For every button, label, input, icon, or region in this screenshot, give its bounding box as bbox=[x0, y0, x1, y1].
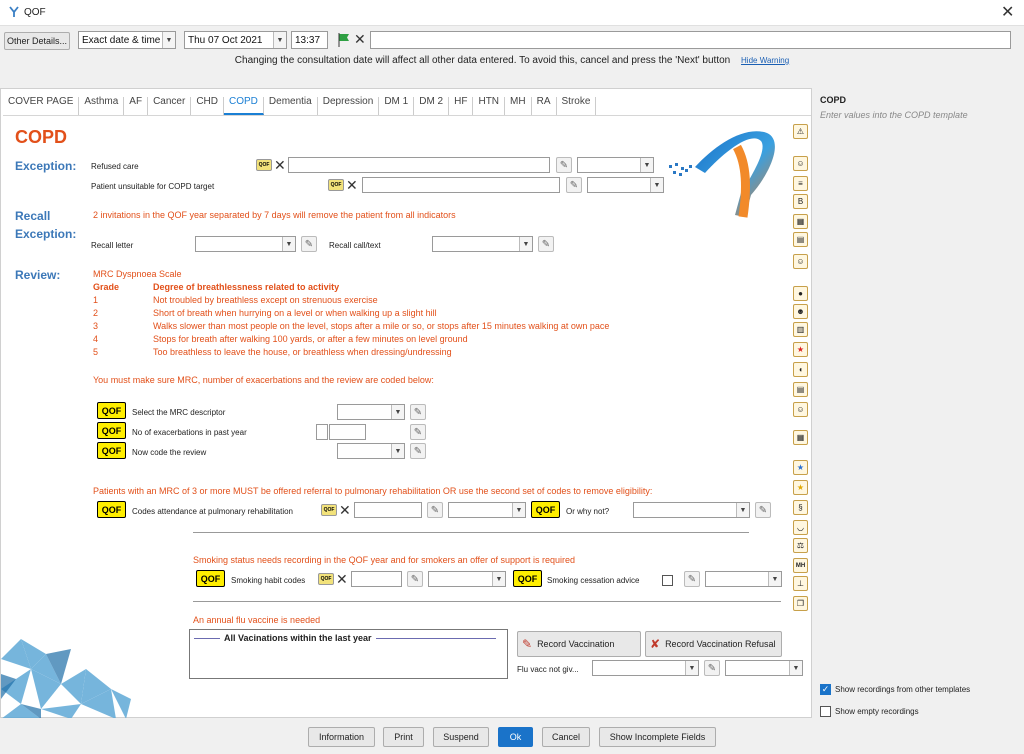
recall-info: 2 invitations in the QOF year separated by 7 days will remove the patient from all indicators bbox=[93, 210, 456, 220]
blue-star-icon[interactable]: ★ bbox=[793, 460, 808, 475]
gold-star-icon[interactable]: ★ bbox=[793, 480, 808, 495]
tab-dm-2[interactable]: DM 2 bbox=[414, 97, 449, 115]
show-empty-checkbox[interactable] bbox=[820, 706, 831, 717]
flu-not-given-select-2[interactable] bbox=[725, 660, 803, 676]
hide-warning-link[interactable]: Hide Warning bbox=[741, 56, 790, 65]
print-button[interactable]: Print bbox=[383, 727, 424, 747]
ok-button[interactable]: Ok bbox=[498, 727, 533, 747]
tab-copd[interactable]: COPD bbox=[224, 97, 264, 115]
recall-call-select[interactable] bbox=[432, 236, 533, 252]
tab-stroke[interactable]: Stroke bbox=[557, 97, 597, 115]
qof-badge: QOF bbox=[97, 442, 126, 459]
record-vaccination-button[interactable] bbox=[517, 631, 641, 657]
chevron-down-icon: ▼ bbox=[391, 405, 404, 419]
vaccinations-box bbox=[189, 629, 508, 679]
decorative-triangles bbox=[1, 629, 131, 719]
date-value: Thu 07 Oct 2021 bbox=[188, 34, 263, 46]
date-mode-select[interactable] bbox=[78, 31, 176, 49]
thermometer-icon[interactable]: ⊥ bbox=[793, 576, 808, 591]
chevron-down-icon: ▼ bbox=[789, 661, 802, 675]
grade-header: Grade bbox=[93, 282, 120, 292]
suspend-button[interactable]: Suspend bbox=[433, 727, 489, 747]
qof-badge: QOF bbox=[318, 573, 334, 585]
qof-badge: QOF bbox=[97, 501, 126, 518]
chevron-down-icon: ▼ bbox=[640, 158, 653, 172]
refused-care-input[interactable] bbox=[288, 157, 550, 173]
pencil-icon[interactable]: ✎ bbox=[755, 502, 771, 518]
capsule-icon[interactable]: ◖ bbox=[793, 362, 808, 377]
copy-icon[interactable]: ❐ bbox=[793, 596, 808, 611]
template-icon-bar bbox=[791, 118, 811, 628]
mortar-icon[interactable]: ◡ bbox=[793, 520, 808, 535]
pencil-icon[interactable]: ✎ bbox=[556, 157, 572, 173]
tab-depression[interactable]: Depression bbox=[318, 97, 380, 115]
calendar-icon[interactable]: ▦ bbox=[793, 214, 808, 229]
rehab-info: Patients with an MRC of 3 or more MUST be offered referral to pulmonary rehabilitation OR use the second set of codes to remove eligibility: bbox=[93, 486, 653, 496]
exacerbations-input[interactable] bbox=[329, 424, 366, 440]
exacerbations-prefix[interactable] bbox=[316, 424, 328, 440]
rehab-attendance-select[interactable] bbox=[448, 502, 526, 518]
right-panel bbox=[812, 88, 1024, 718]
grade-description: Not troubled by breathless except on strenuous exercise bbox=[153, 295, 378, 305]
qof-badge: QOF bbox=[97, 402, 126, 419]
show-other-label: Show recordings from other templates bbox=[835, 685, 971, 694]
pencil-icon[interactable]: ✎ bbox=[301, 236, 317, 252]
date-warning bbox=[0, 55, 1024, 66]
chevron-down-icon: ▼ bbox=[273, 32, 286, 48]
mrc-scale-title: MRC Dyspnoea Scale bbox=[93, 269, 182, 279]
chevron-down-icon: ▼ bbox=[650, 178, 663, 192]
divider bbox=[193, 601, 781, 602]
clipboard-icon[interactable]: ▤ bbox=[793, 382, 808, 397]
tab-cancer[interactable]: Cancer bbox=[148, 97, 191, 115]
tab-dementia[interactable]: Dementia bbox=[264, 97, 318, 115]
review-heading: Review: bbox=[15, 268, 61, 282]
close-icon[interactable]: ✕ bbox=[1001, 4, 1015, 21]
record-vaccination-label: Record Vaccination bbox=[537, 639, 615, 649]
tab-asthma[interactable]: Asthma bbox=[79, 97, 124, 115]
scales-icon[interactable]: ⚖ bbox=[793, 538, 808, 553]
qof-badge: QOF bbox=[97, 422, 126, 439]
clear-rehab-icon[interactable]: ✕ bbox=[339, 502, 351, 518]
person-icon[interactable]: ☺ bbox=[793, 156, 808, 171]
mh-icon[interactable]: MH bbox=[793, 558, 808, 573]
refused-care-label: Refused care bbox=[91, 162, 139, 171]
date-select[interactable] bbox=[184, 31, 287, 49]
cessation-label: Smoking cessation advice bbox=[547, 576, 640, 585]
smoking-info: Smoking status needs recording in the QOF year and for smokers an offer of support is required bbox=[193, 555, 576, 565]
grade-description: Too breathless to leave the house, or breathless when dressing/undressing bbox=[153, 347, 452, 357]
pencil-icon[interactable]: ✎ bbox=[410, 424, 426, 440]
right-panel-subtitle: Enter values into the COPD template bbox=[820, 110, 968, 120]
chevron-down-icon: ▼ bbox=[512, 503, 525, 517]
tab-mh[interactable]: MH bbox=[505, 97, 532, 115]
tab-htn[interactable]: HTN bbox=[473, 97, 505, 115]
calculator-icon[interactable]: ▦ bbox=[793, 430, 808, 445]
cessation-select[interactable] bbox=[705, 571, 782, 587]
record-refusal-button[interactable] bbox=[645, 631, 782, 657]
flu-not-given-select[interactable] bbox=[592, 660, 699, 676]
time-field[interactable] bbox=[291, 31, 328, 49]
copd-ribbon-logo bbox=[665, 125, 783, 221]
select-mrc-label: Select the MRC descriptor bbox=[132, 408, 226, 417]
clear-smoking-icon[interactable]: ✕ bbox=[336, 571, 348, 587]
cancel-button[interactable]: Cancel bbox=[542, 727, 590, 747]
vacc-box-title: All Vacinations within the last year bbox=[220, 633, 376, 643]
chevron-down-icon: ▼ bbox=[492, 572, 505, 586]
review-code-select[interactable] bbox=[337, 443, 405, 459]
grade-number: 2 bbox=[93, 308, 99, 318]
bmi-icon[interactable]: B bbox=[793, 194, 808, 209]
warning-text: Changing the consultation date will affect all other data entered. To avoid this, cancel and press the 'Next' button bbox=[234, 55, 731, 66]
smoking-habit-select[interactable] bbox=[428, 571, 506, 587]
tab-cover-page[interactable]: COVER PAGE bbox=[3, 97, 79, 115]
green-flag-icon[interactable] bbox=[338, 33, 350, 47]
code-review-label: Now code the review bbox=[132, 448, 207, 457]
exacerbations-label: No of exacerbations in past year bbox=[132, 428, 247, 437]
rehab-attendance-input[interactable] bbox=[354, 502, 422, 518]
why-not-select[interactable] bbox=[633, 502, 750, 518]
information-button[interactable]: Information bbox=[308, 727, 375, 747]
recall-call-label: Recall call/text bbox=[329, 241, 381, 250]
qof-badge: QOF bbox=[196, 570, 225, 587]
pencil-icon[interactable]: ✎ bbox=[410, 404, 426, 420]
show-empty-label: Show empty recordings bbox=[835, 707, 919, 716]
people-icon[interactable]: ☻ bbox=[793, 304, 808, 319]
syringe-icon: ✎ bbox=[522, 637, 533, 651]
smoking-habit-label: Smoking habit codes bbox=[231, 576, 306, 585]
tab-divider bbox=[3, 115, 811, 116]
pill-icon[interactable]: ● bbox=[793, 286, 808, 301]
grade-description: Stops for breath after walking 100 yards, or after a few minutes on level ground bbox=[153, 334, 468, 344]
chevron-down-icon: ▼ bbox=[736, 503, 749, 517]
template-title: COPD bbox=[15, 127, 68, 147]
grade-number: 3 bbox=[93, 321, 99, 331]
divider bbox=[193, 532, 749, 533]
grade-number: 4 bbox=[93, 334, 99, 344]
unsuitable-label: Patient unsuitable for COPD target bbox=[91, 182, 215, 191]
clipboard-icon[interactable]: ▤ bbox=[793, 232, 808, 247]
time-value: 13:37 bbox=[295, 34, 321, 46]
scroll-icon[interactable]: § bbox=[793, 500, 808, 515]
window-title: QOF bbox=[24, 7, 46, 18]
recall-heading: Recall bbox=[15, 209, 51, 223]
burger-icon[interactable]: ≡ bbox=[793, 176, 808, 191]
grade-description: Short of breath when hurrying on a level or when walking up a slight hill bbox=[153, 308, 437, 318]
pencil-icon[interactable]: ✎ bbox=[410, 443, 426, 459]
refused-care-select[interactable] bbox=[577, 157, 654, 173]
pencil-icon[interactable]: ✎ bbox=[684, 571, 700, 587]
must-code-info: You must make sure MRC, number of exacerbations and the review are coded below: bbox=[93, 375, 434, 385]
person-icon[interactable]: ☺ bbox=[793, 254, 808, 269]
grade-description: Walks slower than most people on the level, stops after a mile or so, or stops after 15 minutes walking at own pace bbox=[153, 321, 610, 331]
nurse-icon[interactable]: ☺ bbox=[793, 402, 808, 417]
recall-letter-select[interactable] bbox=[195, 236, 296, 252]
tab-af[interactable]: AF bbox=[124, 97, 148, 115]
template-panel bbox=[0, 88, 812, 718]
pencil-icon[interactable]: ✎ bbox=[538, 236, 554, 252]
rehab-attendance-label: Codes attendance at pulmonary rehabilitation bbox=[132, 507, 293, 516]
right-panel-title: COPD bbox=[820, 95, 847, 105]
bottom-bar bbox=[0, 718, 1024, 754]
consultation-note-input[interactable] bbox=[370, 31, 1011, 49]
degree-header: Degree of breathlessness related to activity bbox=[153, 282, 340, 292]
title-bar bbox=[0, 0, 1024, 26]
unsuitable-input[interactable] bbox=[362, 177, 560, 193]
recall-exception-heading: Exception: bbox=[15, 227, 77, 241]
smoking-habit-input[interactable] bbox=[351, 571, 402, 587]
clear-date-icon[interactable]: ✕ bbox=[354, 31, 366, 47]
flu-info: An annual flu vaccine is needed bbox=[193, 615, 321, 625]
pencil-icon[interactable]: ✎ bbox=[427, 502, 443, 518]
qof-badge: QOF bbox=[513, 570, 542, 587]
chevron-down-icon: ▼ bbox=[391, 444, 404, 458]
show-other-checkbox[interactable]: ✓ bbox=[821, 684, 830, 694]
clear-unsuitable-icon[interactable]: ✕ bbox=[346, 177, 358, 193]
flu-not-given-label: Flu vacc not giv... bbox=[517, 665, 579, 674]
warning-triangle-icon[interactable]: ⚠ bbox=[793, 124, 808, 139]
recall-letter-label: Recall letter bbox=[91, 241, 134, 250]
cessation-checkbox[interactable] bbox=[662, 575, 673, 586]
pencil-icon[interactable]: ✎ bbox=[704, 660, 720, 676]
toolbar bbox=[0, 26, 1024, 76]
chevron-down-icon: ▼ bbox=[768, 572, 781, 586]
tab-hf[interactable]: HF bbox=[449, 97, 473, 115]
exception-heading: Exception: bbox=[15, 159, 77, 173]
star-icon[interactable]: ★ bbox=[793, 342, 808, 357]
chart-icon[interactable]: ▥ bbox=[793, 322, 808, 337]
why-not-label: Or why not? bbox=[566, 507, 610, 516]
other-details-button[interactable]: Other Details... bbox=[4, 32, 70, 50]
syringe-refused-icon: ✘ bbox=[650, 637, 661, 651]
app-logo-icon bbox=[8, 6, 20, 18]
mrc-descriptor-select[interactable] bbox=[337, 404, 405, 420]
chevron-down-icon: ▼ bbox=[282, 237, 295, 251]
tab-chd[interactable]: CHD bbox=[191, 97, 224, 115]
unsuitable-select[interactable] bbox=[587, 177, 664, 193]
chevron-down-icon: ▼ bbox=[519, 237, 532, 251]
pencil-icon[interactable]: ✎ bbox=[407, 571, 423, 587]
show-incomplete-button[interactable]: Show Incomplete Fields bbox=[599, 727, 716, 747]
qof-badge: QOF bbox=[256, 159, 272, 171]
qof-badge: QOF bbox=[321, 504, 337, 516]
tab-ra[interactable]: RA bbox=[532, 97, 557, 115]
qof-badge: QOF bbox=[328, 179, 344, 191]
pencil-icon[interactable]: ✎ bbox=[566, 177, 582, 193]
tab-dm-1[interactable]: DM 1 bbox=[379, 97, 414, 115]
date-mode-value: Exact date & time bbox=[82, 34, 161, 46]
clear-refused-care-icon[interactable]: ✕ bbox=[274, 157, 286, 173]
chevron-down-icon: ▼ bbox=[685, 661, 698, 675]
template-tabs bbox=[1, 89, 601, 115]
record-refusal-label: Record Vaccination Refusal bbox=[665, 639, 776, 649]
grade-number: 1 bbox=[93, 295, 99, 305]
chevron-down-icon: ▼ bbox=[162, 32, 175, 48]
qof-badge: QOF bbox=[531, 501, 560, 518]
grade-number: 5 bbox=[93, 347, 99, 357]
